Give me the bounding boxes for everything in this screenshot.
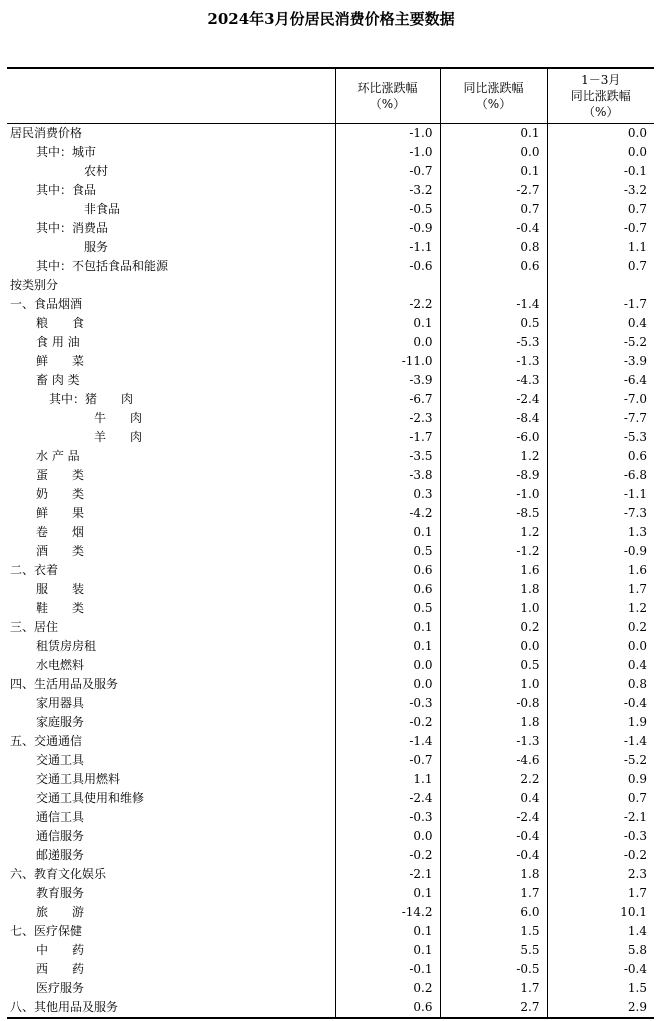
cell-mom: -0.6 <box>335 257 440 276</box>
cell-ytd: -5.2 <box>547 333 654 352</box>
cell-ytd: -0.4 <box>547 694 654 713</box>
header-mom <box>335 68 440 123</box>
cell-mom: 0.0 <box>335 656 440 675</box>
cell-ytd: 0.8 <box>547 675 654 694</box>
row-label: 按类别分 <box>10 277 59 292</box>
cell-mom: 0.1 <box>335 618 440 637</box>
table-row <box>7 143 654 162</box>
cell-ytd: -6.4 <box>547 371 654 390</box>
table-row <box>7 542 654 561</box>
cell-mom: -3.5 <box>335 447 440 466</box>
cell-yoy: -0.4 <box>440 846 547 865</box>
cell-ytd: -3.9 <box>547 352 654 371</box>
cell-mom: -3.2 <box>335 181 440 200</box>
table-row <box>7 428 654 447</box>
table-row <box>7 333 654 352</box>
cell-ytd: -0.7 <box>547 219 654 238</box>
cell-ytd: -0.2 <box>547 846 654 865</box>
cell-mom: 0.1 <box>335 637 440 656</box>
row-label: 食 用 油 <box>36 334 80 349</box>
row-label: 交通工具使用和维修 <box>36 790 145 805</box>
cell-mom: -0.2 <box>335 713 440 732</box>
table-row <box>7 865 654 884</box>
row-label: 服 装 <box>36 581 85 596</box>
cell-yoy: 0.5 <box>440 314 547 333</box>
cell-ytd: 0.0 <box>547 143 654 162</box>
row-label: 二、衣着 <box>10 562 59 577</box>
table-row <box>7 846 654 865</box>
cell-ytd: -1.1 <box>547 485 654 504</box>
row-label: 其中：城市 <box>36 144 97 159</box>
table-row <box>7 599 654 618</box>
cell-yoy: 1.7 <box>440 979 547 998</box>
cell-ytd: 0.6 <box>547 447 654 466</box>
table-row <box>7 561 654 580</box>
row-label: 水电燃料 <box>36 657 85 672</box>
table-row <box>7 770 654 789</box>
cell-ytd: -1.7 <box>547 295 654 314</box>
row-label: 租赁房房租 <box>36 638 97 653</box>
row-label: 粮 食 <box>36 315 85 330</box>
cell-ytd: 2.9 <box>547 998 654 1018</box>
cell-yoy: 1.0 <box>440 599 547 618</box>
cell-mom: -1.4 <box>335 732 440 751</box>
row-label: 卷 烟 <box>36 524 85 539</box>
row-label: 农村 <box>84 163 109 178</box>
table-row <box>7 181 654 200</box>
row-label: 邮递服务 <box>36 847 85 862</box>
table-row <box>7 409 654 428</box>
row-label: 医疗服务 <box>36 980 85 995</box>
row-label: 三、居住 <box>10 619 59 634</box>
cell-mom: 0.0 <box>335 675 440 694</box>
table-body <box>7 123 654 1018</box>
cell-mom: -4.2 <box>335 504 440 523</box>
cell-mom: 0.1 <box>335 922 440 941</box>
row-label: 其中：食品 <box>36 182 97 197</box>
cell-mom: -1.0 <box>335 143 440 162</box>
cell-yoy: 1.0 <box>440 675 547 694</box>
row-label: 一、食品烟酒 <box>10 296 83 311</box>
cell-yoy: -4.6 <box>440 751 547 770</box>
cell-mom: -1.0 <box>335 123 440 143</box>
cell-yoy: -2.4 <box>440 808 547 827</box>
cell-mom: 0.1 <box>335 941 440 960</box>
row-label: 四、生活用品及服务 <box>10 676 119 691</box>
table-row <box>7 827 654 846</box>
table-row <box>7 675 654 694</box>
row-label: 服务 <box>84 239 109 254</box>
row-label: 其中：猪 肉 <box>49 391 134 406</box>
header-yoy-line2: （%） <box>475 96 512 111</box>
row-label: 旅 游 <box>36 904 85 919</box>
header-ytd <box>547 68 654 123</box>
cell-mom: 0.0 <box>335 333 440 352</box>
table-row <box>7 123 654 143</box>
cell-mom: 0.2 <box>335 979 440 998</box>
cell-yoy: 1.7 <box>440 884 547 903</box>
cell-yoy: 0.7 <box>440 200 547 219</box>
cell-ytd: 1.1 <box>547 238 654 257</box>
cell-yoy: 0.8 <box>440 238 547 257</box>
cell-yoy: -0.4 <box>440 219 547 238</box>
table-row <box>7 390 654 409</box>
cell-ytd: 1.6 <box>547 561 654 580</box>
cell-yoy: 0.1 <box>440 162 547 181</box>
cell-ytd: -7.0 <box>547 390 654 409</box>
cell-yoy: 6.0 <box>440 903 547 922</box>
table-row <box>7 580 654 599</box>
cell-ytd: 0.4 <box>547 314 654 333</box>
cell-yoy: 0.0 <box>440 637 547 656</box>
row-label: 非食品 <box>84 201 121 216</box>
cell-yoy: 0.4 <box>440 789 547 808</box>
table-row <box>7 789 654 808</box>
cell-ytd: 1.5 <box>547 979 654 998</box>
header-mom-line2: （%） <box>369 96 406 111</box>
cell-mom: -0.3 <box>335 808 440 827</box>
cell-yoy: -2.4 <box>440 390 547 409</box>
cell-ytd <box>547 276 654 295</box>
cell-mom: 0.0 <box>335 827 440 846</box>
cell-mom: -2.2 <box>335 295 440 314</box>
row-label: 酒 类 <box>36 543 85 558</box>
cell-ytd: 0.0 <box>547 637 654 656</box>
cell-ytd: -5.3 <box>547 428 654 447</box>
cell-ytd: 1.9 <box>547 713 654 732</box>
cell-yoy: 0.1 <box>440 123 547 143</box>
cell-ytd: 0.9 <box>547 770 654 789</box>
cell-mom: -2.3 <box>335 409 440 428</box>
header-yoy-line1: 同比涨跌幅 <box>463 80 524 95</box>
cell-ytd: -0.9 <box>547 542 654 561</box>
cell-ytd: -0.4 <box>547 960 654 979</box>
cell-ytd: -2.1 <box>547 808 654 827</box>
page-title: 2024年3月份居民消费价格主要数据 <box>207 10 455 28</box>
table-row <box>7 276 654 295</box>
cell-ytd: 10.1 <box>547 903 654 922</box>
table-row <box>7 219 654 238</box>
row-label: 五、交通通信 <box>10 733 83 748</box>
cell-yoy: 5.5 <box>440 941 547 960</box>
row-label: 畜 肉 类 <box>36 372 80 387</box>
row-label: 教育服务 <box>36 885 85 900</box>
table-row <box>7 751 654 770</box>
header-ytd-line1: 1－3月 <box>581 72 621 87</box>
row-label: 交通工具 <box>36 752 85 767</box>
cell-ytd: 0.0 <box>547 123 654 143</box>
cell-mom: -0.1 <box>335 960 440 979</box>
cell-yoy: -6.0 <box>440 428 547 447</box>
table-row <box>7 656 654 675</box>
row-label: 中 药 <box>36 942 85 957</box>
cell-ytd: -0.3 <box>547 827 654 846</box>
cell-yoy: -0.4 <box>440 827 547 846</box>
cell-yoy: 1.8 <box>440 580 547 599</box>
header-item <box>7 68 335 123</box>
cell-mom: 0.6 <box>335 998 440 1018</box>
cell-mom: -0.7 <box>335 751 440 770</box>
cell-mom: -0.9 <box>335 219 440 238</box>
cell-yoy: -8.4 <box>440 409 547 428</box>
header-ytd-line3: （%） <box>583 104 619 119</box>
cell-ytd: 1.7 <box>547 580 654 599</box>
header-ytd-line2: 同比涨跌幅 <box>570 88 631 103</box>
cell-mom: 0.6 <box>335 580 440 599</box>
cell-mom <box>335 276 440 295</box>
table-row <box>7 922 654 941</box>
cell-ytd: 0.2 <box>547 618 654 637</box>
cell-yoy: 0.5 <box>440 656 547 675</box>
cell-mom: -0.2 <box>335 846 440 865</box>
cell-mom: -6.7 <box>335 390 440 409</box>
table-row <box>7 732 654 751</box>
cell-yoy: 0.0 <box>440 143 547 162</box>
cell-mom: 0.1 <box>335 523 440 542</box>
cell-mom: 1.1 <box>335 770 440 789</box>
cell-mom: 0.6 <box>335 561 440 580</box>
table-row <box>7 808 654 827</box>
row-label: 通信工具 <box>36 809 85 824</box>
cell-yoy: 2.7 <box>440 998 547 1018</box>
cell-ytd: 1.4 <box>547 922 654 941</box>
cell-ytd: -7.7 <box>547 409 654 428</box>
cell-yoy: 0.6 <box>440 257 547 276</box>
cell-yoy: -1.0 <box>440 485 547 504</box>
cell-ytd: -6.8 <box>547 466 654 485</box>
cell-ytd: 1.2 <box>547 599 654 618</box>
cell-ytd: -5.2 <box>547 751 654 770</box>
table-row <box>7 295 654 314</box>
row-label: 其中：不包括食品和能源 <box>36 258 169 273</box>
cell-mom: -0.5 <box>335 200 440 219</box>
row-label: 鲜 果 <box>36 505 85 520</box>
row-label: 六、教育文化娱乐 <box>10 866 107 881</box>
cell-yoy: -0.8 <box>440 694 547 713</box>
cell-mom: -2.1 <box>335 865 440 884</box>
cell-yoy: 1.6 <box>440 561 547 580</box>
table-row <box>7 162 654 181</box>
row-label: 鞋 类 <box>36 600 85 615</box>
row-label: 奶 类 <box>36 486 85 501</box>
cell-yoy: -1.4 <box>440 295 547 314</box>
row-label: 八、其他用品及服务 <box>7 998 335 1018</box>
table-row <box>7 371 654 390</box>
table-row <box>7 884 654 903</box>
cell-yoy: -8.5 <box>440 504 547 523</box>
row-label: 羊 肉 <box>94 429 143 444</box>
row-label: 居民消费价格 <box>10 125 83 140</box>
table-row <box>7 618 654 637</box>
cell-yoy: 1.8 <box>440 713 547 732</box>
cell-yoy: 1.8 <box>440 865 547 884</box>
row-label: 交通工具用燃料 <box>36 771 121 786</box>
row-label: 西 药 <box>36 961 85 976</box>
cell-mom: -14.2 <box>335 903 440 922</box>
cell-yoy: 0.2 <box>440 618 547 637</box>
cell-ytd: 1.7 <box>547 884 654 903</box>
row-label: 家用器具 <box>36 695 85 710</box>
table-row <box>7 523 654 542</box>
header-yoy <box>440 68 547 123</box>
cell-yoy: -5.3 <box>440 333 547 352</box>
cell-yoy: -2.7 <box>440 181 547 200</box>
cell-mom: -0.7 <box>335 162 440 181</box>
cell-ytd: 0.4 <box>547 656 654 675</box>
row-label: 牛 肉 <box>94 410 143 425</box>
cell-ytd: 5.8 <box>547 941 654 960</box>
table-row <box>7 998 654 1018</box>
table-row <box>7 352 654 371</box>
cell-yoy: -8.9 <box>440 466 547 485</box>
table-row <box>7 903 654 922</box>
table-row <box>7 314 654 333</box>
cell-ytd: -1.4 <box>547 732 654 751</box>
cell-mom: -1.7 <box>335 428 440 447</box>
cell-ytd: 2.3 <box>547 865 654 884</box>
cell-ytd: 0.7 <box>547 200 654 219</box>
table-row <box>7 504 654 523</box>
cell-yoy: 1.2 <box>440 523 547 542</box>
cell-yoy: 2.2 <box>440 770 547 789</box>
cell-yoy: -1.2 <box>440 542 547 561</box>
table-row <box>7 713 654 732</box>
row-label: 通信服务 <box>36 828 85 843</box>
cell-yoy: -1.3 <box>440 732 547 751</box>
cell-yoy: 1.5 <box>440 922 547 941</box>
cell-mom: -2.4 <box>335 789 440 808</box>
cell-ytd: -0.1 <box>547 162 654 181</box>
header-mom-line1: 环比涨跌幅 <box>357 80 418 95</box>
cell-mom: -3.8 <box>335 466 440 485</box>
row-label: 蛋 类 <box>36 467 85 482</box>
table-header-row <box>7 68 654 123</box>
cell-yoy <box>440 276 547 295</box>
cell-mom: -3.9 <box>335 371 440 390</box>
cell-mom: -11.0 <box>335 352 440 371</box>
cell-yoy: 1.2 <box>440 447 547 466</box>
table-row <box>7 941 654 960</box>
row-label: 水 产 品 <box>36 448 80 463</box>
table-row <box>7 257 654 276</box>
cell-ytd: 1.3 <box>547 523 654 542</box>
table-row <box>7 694 654 713</box>
table-row <box>7 485 654 504</box>
table-row <box>7 960 654 979</box>
cell-mom: 0.5 <box>335 599 440 618</box>
table-row <box>7 200 654 219</box>
cell-ytd: 0.7 <box>547 257 654 276</box>
cell-ytd: -7.3 <box>547 504 654 523</box>
cpi-data-table <box>7 67 654 1019</box>
table-row <box>7 979 654 998</box>
cell-mom: 0.3 <box>335 485 440 504</box>
cell-mom: 0.1 <box>335 314 440 333</box>
table-row <box>7 447 654 466</box>
table-row <box>7 238 654 257</box>
cell-yoy: -0.5 <box>440 960 547 979</box>
row-label: 其中：消费品 <box>36 220 109 235</box>
row-label: 七、医疗保健 <box>10 923 83 938</box>
cell-mom: -1.1 <box>335 238 440 257</box>
row-label: 鲜 菜 <box>36 353 85 368</box>
cell-yoy: -1.3 <box>440 352 547 371</box>
cell-yoy: -4.3 <box>440 371 547 390</box>
cell-mom: -0.3 <box>335 694 440 713</box>
row-label: 家庭服务 <box>36 714 85 729</box>
cell-mom: 0.1 <box>335 884 440 903</box>
cell-mom: 0.5 <box>335 542 440 561</box>
table-row <box>7 466 654 485</box>
cell-ytd: 0.7 <box>547 789 654 808</box>
cell-ytd: -3.2 <box>547 181 654 200</box>
table-row <box>7 637 654 656</box>
